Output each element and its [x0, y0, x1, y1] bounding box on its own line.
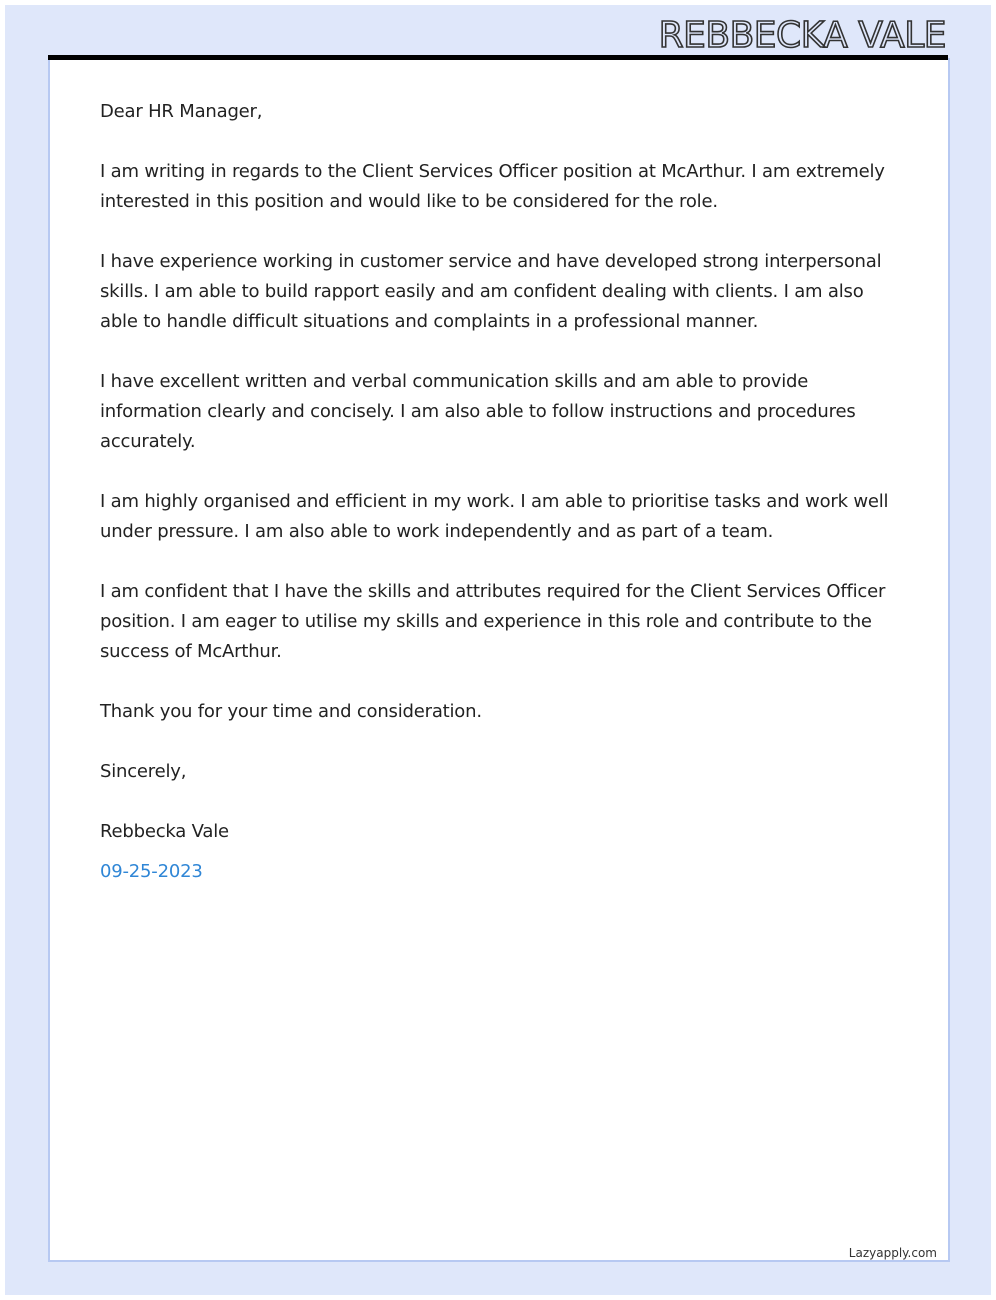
- footer-credit: Lazyapply.com: [848, 1246, 937, 1260]
- paragraph-communication: I have excellent written and verbal communication skills and am able to provide information clearly and concisely. I am also able to follow instructions and procedures accurately.: [100, 371, 856, 452]
- paragraph-confidence: I am confident that I have the skills and attributes required for the Client Services Officer position. I am eager to utilise my skills and experience in this role and contribute to the success of McArthur.: [100, 581, 886, 662]
- paragraph-thanks: Thank you for your time and consideration.: [100, 701, 482, 722]
- paragraph-organisation: I am highly organised and efficient in my work. I am able to prioritise tasks and work well under pressure. I am also able to work independently and as part of a team.: [100, 491, 889, 542]
- signature-name: Rebbecka Vale: [100, 821, 229, 842]
- applicant-name-header: REBBECKA VALE: [658, 15, 946, 56]
- letter-body: [100, 97, 900, 917]
- paragraph-intro: I am writing in regards to the Client Services Officer position at McArthur. I am extremely interested in this position and would like to be considered for the role.: [100, 161, 885, 212]
- paragraph-experience: I have experience working in customer service and have developed strong interpersonal skills. I am able to build rapport easily and am confident dealing with clients. I am also able to handle difficult situations and complaints in a professional manner.: [100, 251, 882, 332]
- closing: Sincerely,: [100, 761, 187, 782]
- salutation: Dear HR Manager,: [100, 101, 263, 122]
- letter-date: 09-25-2023: [100, 861, 203, 882]
